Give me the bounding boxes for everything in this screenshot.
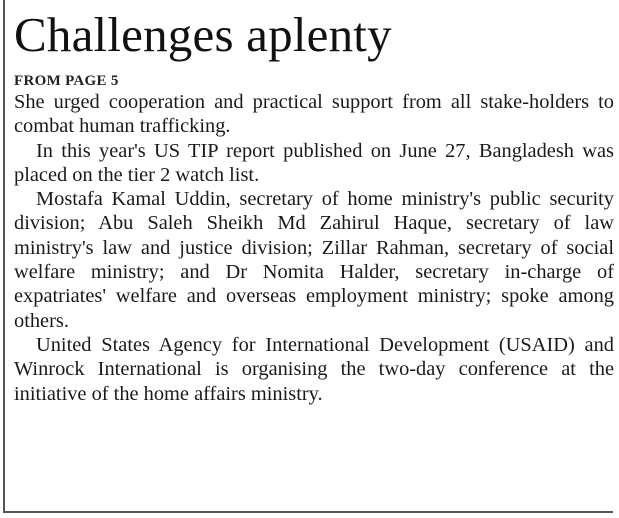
paragraph-4: United States Agency for International Development (USAID) and Winrock International is organising the two-day conference at the initiative of the home affairs ministry. [14,333,614,405]
jump-line: FROM PAGE 5 [14,73,119,89]
article-body [14,90,614,406]
article [14,4,614,406]
paragraph-2: In this year's US TIP report published on June 27, Bangladesh was placed on the tier 2 watch list. [14,139,614,186]
paragraph-3: Mostafa Kamal Uddin, secretary of home ministry's public security division; Abu Saleh Sheikh Md Zahirul Haque, secretary of law ministry's law and justice division; Zillar Rahman, secretary of social welfare ministry; and Dr Nomita Halder, secretary in-charge of expatriates' welfare and overseas employment ministry; spoke among others. [14,188,614,332]
article-headline: Challenges aplenty [14,7,392,62]
bottom-rule [3,511,613,513]
left-column-rule [3,0,5,512]
paragraph-1: She urged cooperation and practical support from all stake-holders to combat human trafficking. [14,91,614,138]
